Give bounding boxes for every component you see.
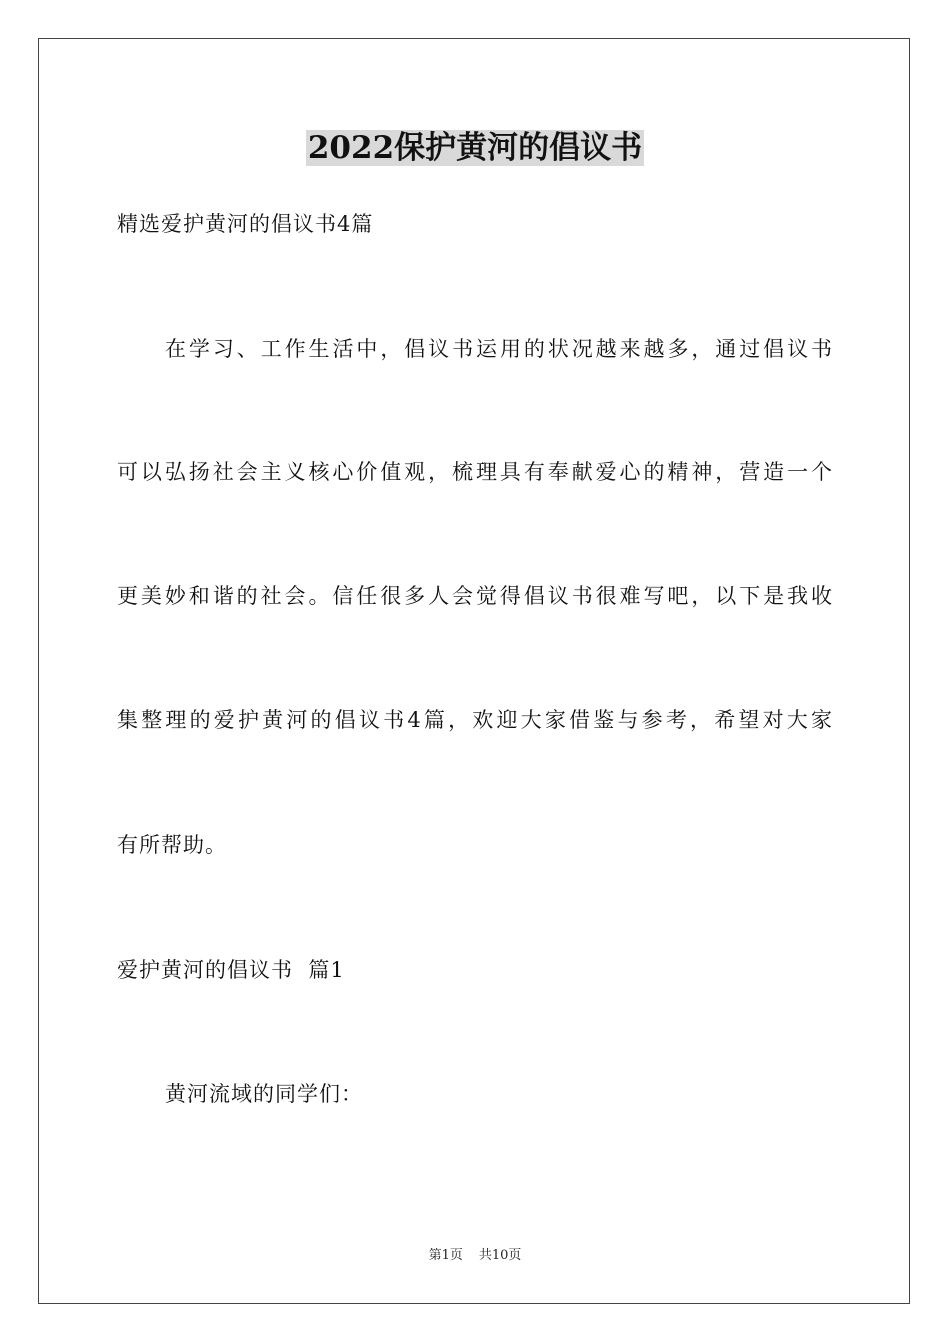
section-heading: 爱护黄河的倡议书 篇1 [117,958,345,982]
document-subtitle: 精选爱护黄河的倡议书4篇 [117,212,374,236]
intro-paragraph-line-5: 有所帮助。 [117,833,227,857]
intro-paragraph-line-2: 可以弘扬社会主义核心价值观，梳理具有奉献爱心的精神，营造一个 [117,460,833,484]
document-title: 2022保护黄河的倡议书 [307,130,643,166]
document-title-container [0,126,950,170]
salutation: 黄河流域的同学们： [165,1082,363,1106]
intro-paragraph-line-1: 在学习、工作生活中，倡议书运用的状况越来越多，通过倡议书 [165,337,833,361]
page-footer [0,1247,950,1265]
footer-total-pages: 共10页 [478,1248,522,1263]
intro-paragraph-line-3: 更美妙和谐的社会。信任很多人会觉得倡议书很难写吧，以下是我收 [117,584,833,608]
intro-paragraph-line-4: 集整理的爱护黄河的倡议书4篇，欢迎大家借鉴与参考，希望对大家 [117,708,833,732]
footer-page-number: 第1页 [428,1248,463,1263]
